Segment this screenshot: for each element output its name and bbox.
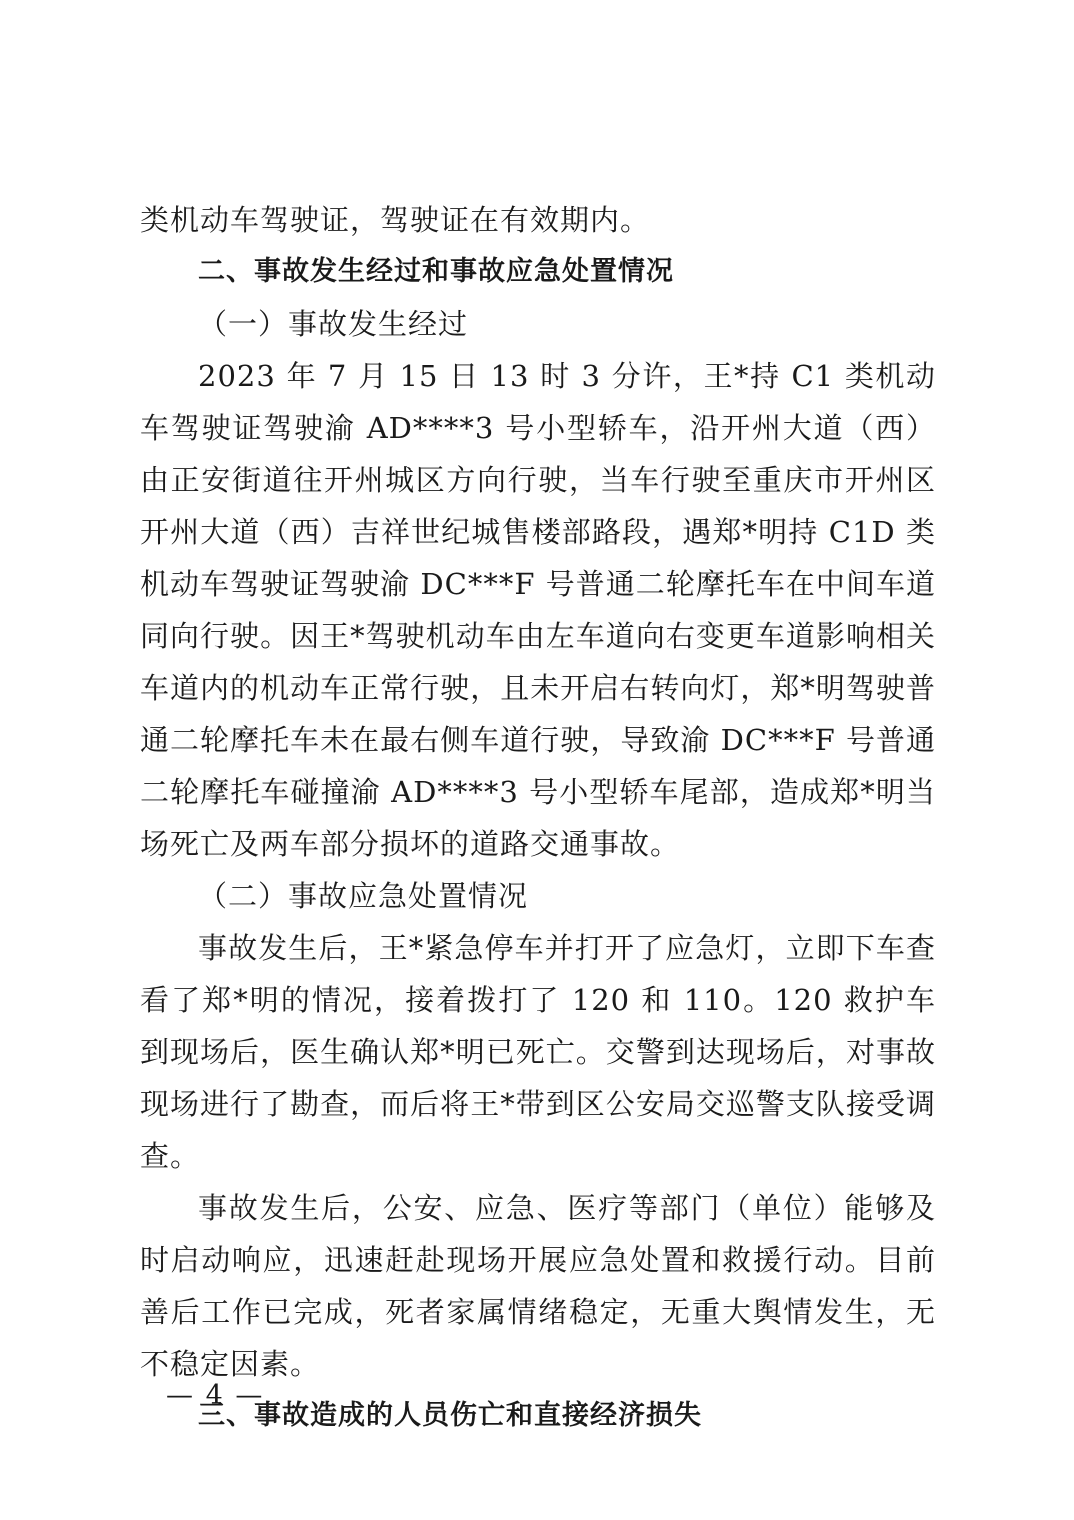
paragraph-accident-process: 2023 年 7 月 15 日 13 时 3 分许，王*持 C1 类机动车驾驶证驾驶渝 AD****3 号小型轿车，沿开州大道（西）由正安街道往开州城区方向行驶，当车行驶至重庆市开州区开州大道（西）吉祥世纪城售楼部路段，遇郑*明持 C1D 类机动车驾驶证驾驶渝 DC***F 号普通二轮摩托车在中间车道同向行驶。因王*驾驶机动车由左车道向右变更车道影响相关车道内的机动车正常行驶，且未开启右转向灯，郑*明驾驶普通二轮摩托车未在最右侧车道行驶，导致渝 DC***F 号普通二轮摩托车碰撞渝 AD****3 号小型轿车尾部，造成郑*明当场死亡及两车部分损坏的道路交通事故。 [140,359,936,861]
section-heading-3: 三、事故造成的人员伤亡和直接经济损失 [198,1400,702,1431]
paragraph-emergency-response: 事故发生后，王*紧急停车并打开了应急灯，立即下车查看了郑*明的情况，接着拨打了 120 和 110。120 救护车到现场后，医生确认郑*明已死亡。交警到达现场后，对事故现场进行了勘查，而后将王*带到区公安局交巡警支队接受调查。 [140,931,936,1173]
subsection-heading-1: （一）事故发生经过 [198,307,469,341]
paragraph-continuation: 类机动车驾驶证，驾驶证在有效期内。 [140,203,651,237]
paragraph-departments-response: 事故发生后，公安、应急、医疗等部门（单位）能够及时启动响应，迅速赶赴现场开展应急处置和救援行动。目前善后工作已完成，死者家属情绪稳定，无重大舆情发生，无不稳定因素。 [140,1191,936,1381]
document-body [140,194,936,1442]
subsection-heading-2: （二）事故应急处置情况 [198,879,529,913]
section-heading-2: 二、事故发生经过和事故应急处置情况 [198,256,674,287]
page-number: — 4 — [166,1380,265,1411]
